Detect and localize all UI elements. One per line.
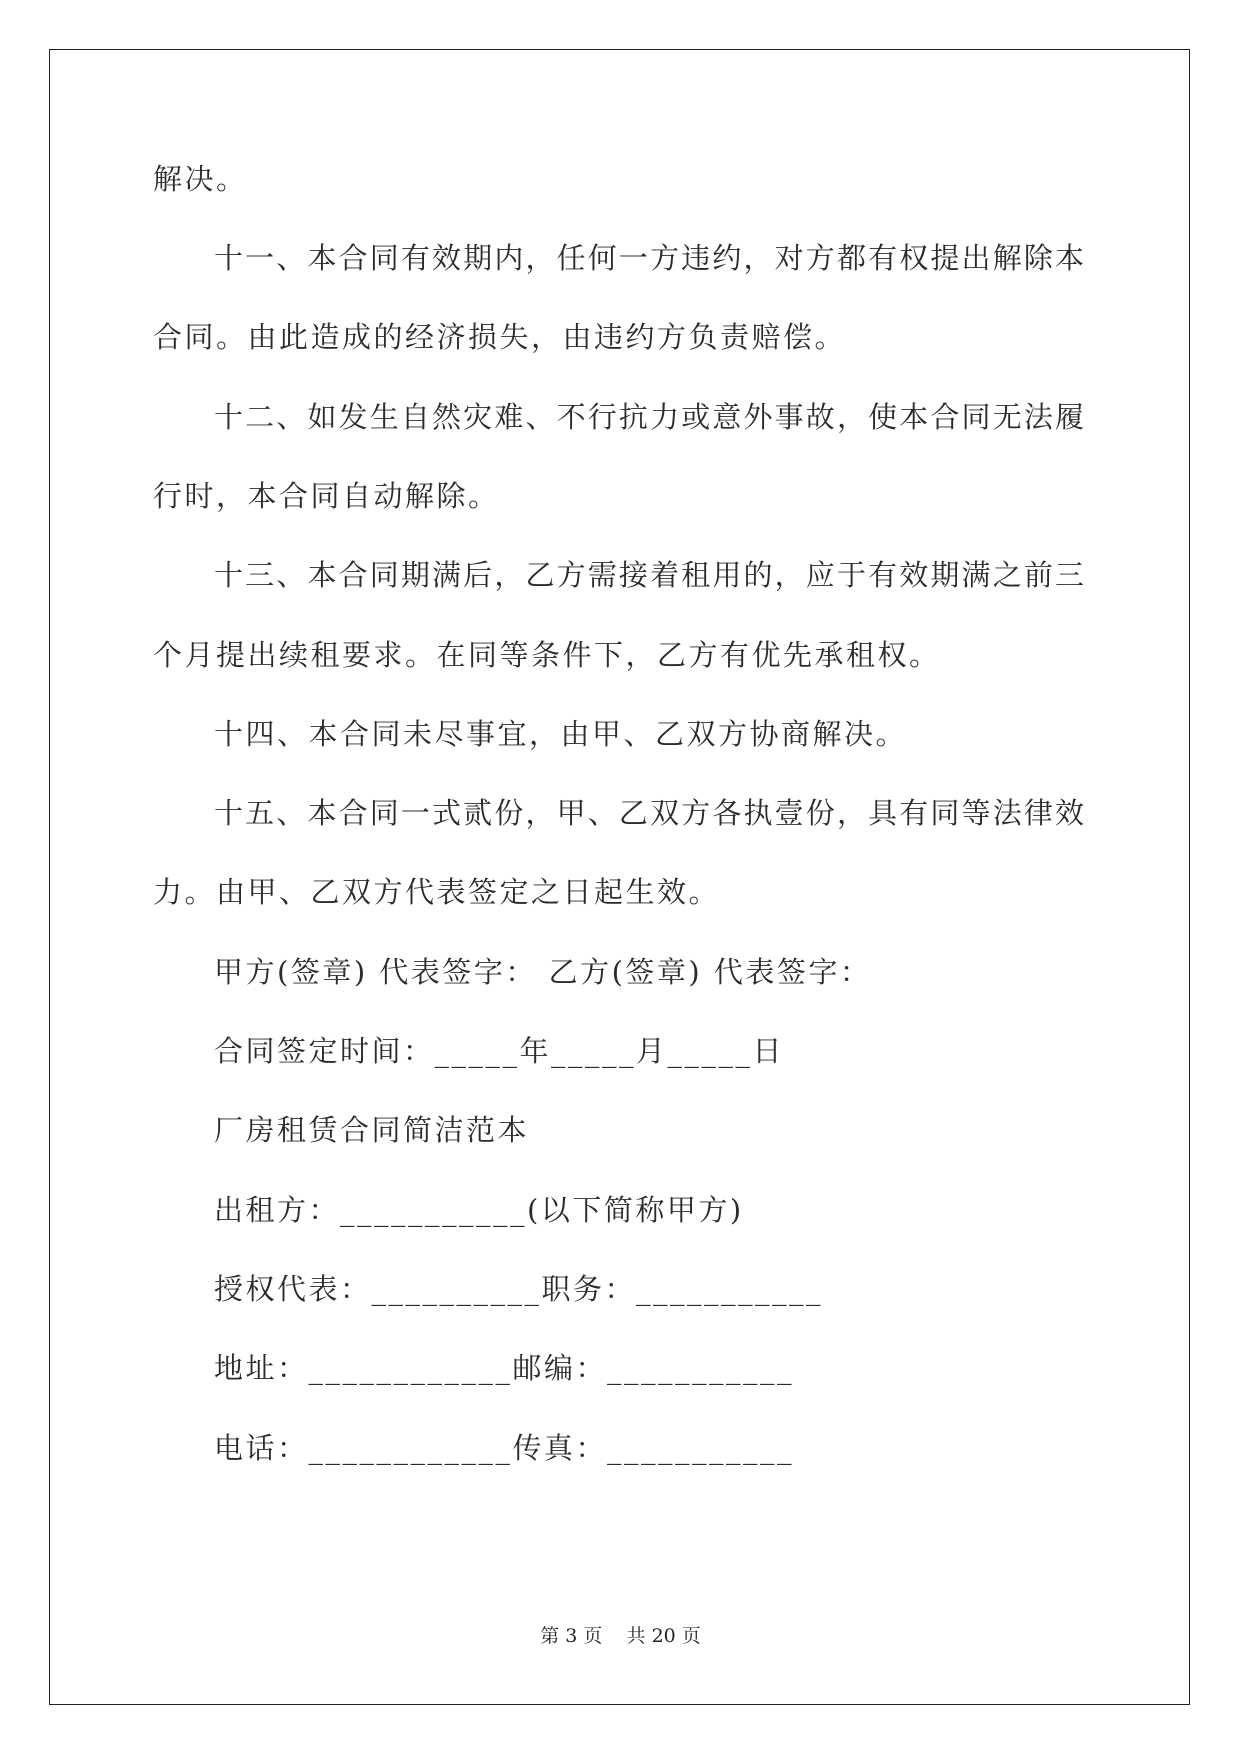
paragraph-line: 个月提出续租要求。在同等条件下，乙方有优先承租权。 (153, 638, 941, 672)
paragraph-line: 十二、如发生自然灾难、不行抗力或意外事故，使本合同无法履 (214, 400, 1084, 434)
paragraph-line: 十一、本合同有效期内，任何一方违约，对方都有权提出解除本 (214, 241, 1084, 275)
paragraph-line: 解决。 (153, 162, 248, 196)
paragraph-line: 力。由甲、乙双方代表签定之日起生效。 (153, 875, 721, 909)
paragraph-line: 行时，本合同自动解除。 (153, 479, 500, 513)
form-field-address: 地址：____________邮编：___________ (214, 1351, 795, 1385)
paragraph-line: 十五、本合同一式贰份，甲、乙双方各执壹份，具有同等法律效 (214, 796, 1084, 830)
form-field-representative: 授权代表：__________职务：___________ (214, 1272, 824, 1306)
page-number: 第 3 页 共 20 页 (540, 1625, 701, 1647)
sign-date-line: 合同签定时间：_____年_____月_____日 (214, 1034, 785, 1068)
section-title: 厂房租赁合同简洁范本 (214, 1113, 530, 1147)
paragraph-line: 十四、本合同未尽事宜，由甲、乙双方协商解决。 (214, 717, 908, 751)
paragraph-line: 十三、本合同期满后，乙方需接着租用的，应于有效期满之前三 (214, 558, 1084, 592)
form-field-phone: 电话：____________传真：___________ (214, 1431, 795, 1465)
signature-line: 甲方(签章) 代表签字： 乙方(签章) 代表签字： (214, 955, 872, 989)
paragraph-line: 合同。由此造成的经济损失，由违约方负责赔偿。 (153, 320, 847, 354)
form-field-lessor: 出租方：___________(以下简称甲方) (214, 1193, 744, 1227)
